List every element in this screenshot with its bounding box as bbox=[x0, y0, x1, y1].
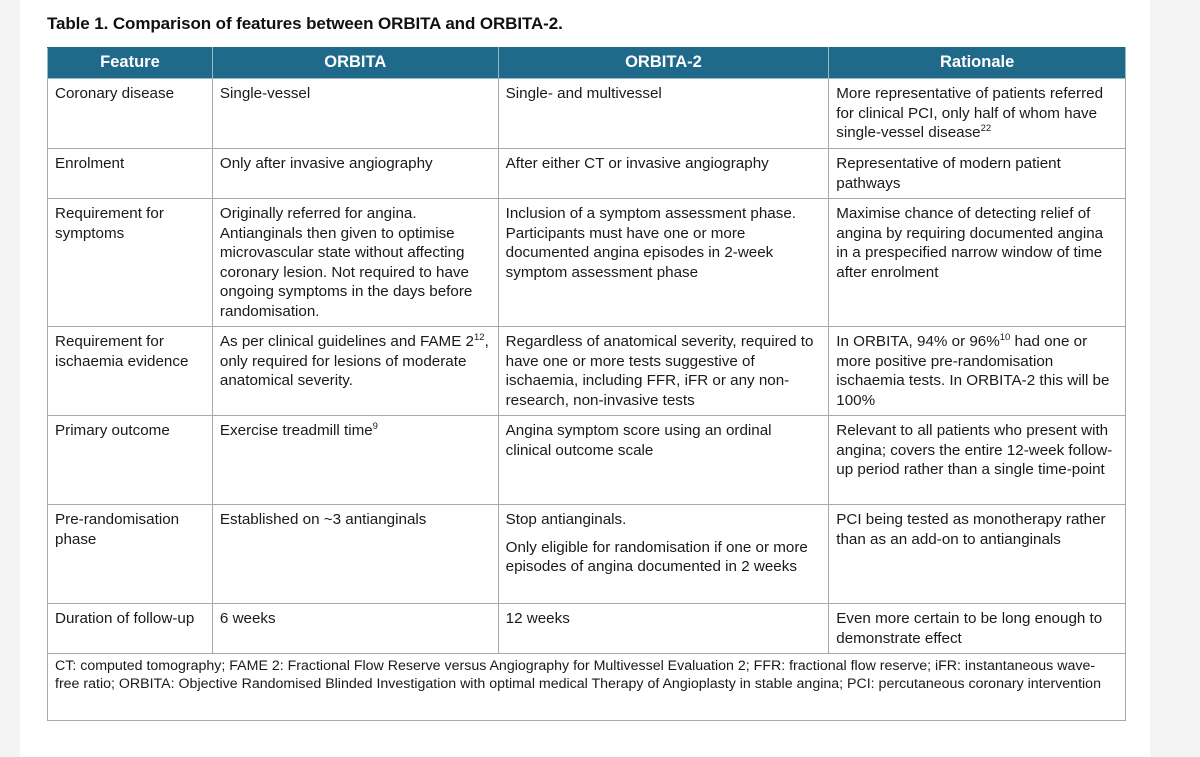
rationale-cell: Relevant to all patients who present with angina; covers the entire 12-week follow-up period rather than a single time-point bbox=[829, 416, 1126, 505]
header-rationale: Rationale bbox=[829, 48, 1126, 79]
feature-cell: Duration of follow-up bbox=[48, 604, 213, 654]
table-row bbox=[48, 416, 1126, 505]
rationale-text-a: In ORBITA, 94% or 96% bbox=[836, 333, 1000, 350]
reference-superscript: 9 bbox=[372, 420, 378, 432]
rationale-text: More representative of patients referred for clinical PCI, only half of whom have single-vessel disease bbox=[836, 85, 1104, 141]
table-row bbox=[48, 149, 1126, 199]
table-header-row bbox=[48, 48, 1126, 79]
table-row bbox=[48, 604, 1126, 654]
feature-cell: Coronary disease bbox=[48, 79, 213, 149]
orbita-2-cell: Angina symptom score using an ordinal clinical outcome scale bbox=[498, 416, 829, 505]
rationale-cell: PCI being tested as monotherapy rather than as an add-on to antianginals bbox=[829, 505, 1126, 604]
orbita-cell bbox=[212, 416, 498, 505]
table-row bbox=[48, 505, 1126, 604]
reference-superscript: 22 bbox=[980, 122, 992, 134]
header-orbita: ORBITA bbox=[212, 48, 498, 79]
orbita-2-cell bbox=[498, 505, 829, 604]
table-footnote: CT: computed tomography; FAME 2: Fractional Flow Reserve versus Angiography for Multivessel Evaluation 2; FFR: fractional flow reserve; iFR: instantaneous wave-free ratio; ORBITA: Objective Randomised Blinded Investigation with optimal medical Therapy of Angioplasty in stable angina; PCI: percutaneous coronary intervention bbox=[48, 654, 1126, 721]
feature-cell: Pre-randomisation phase bbox=[48, 505, 213, 604]
rationale-text-b: had one or more positive pre-randomisation ischaemia tests. In ORBITA-2 this will be 100% bbox=[836, 333, 1110, 409]
rationale-cell bbox=[829, 327, 1126, 416]
orbita-cell: Only after invasive angiography bbox=[212, 149, 498, 199]
rationale-cell: Even more certain to be long enough to demonstrate effect bbox=[829, 604, 1126, 654]
orbita-text-b: , only required for lesions of moderate anatomical severity. bbox=[219, 333, 489, 389]
table-row bbox=[48, 199, 1126, 327]
footnote-row bbox=[48, 654, 1126, 721]
header-orbita-2: ORBITA-2 bbox=[498, 48, 829, 79]
orbita-2-cell: Regardless of anatomical severity, required to have one or more tests suggestive of ischaemia, including FFR, iFR or any non-research, non-invasive tests bbox=[498, 327, 829, 416]
document-page bbox=[20, 0, 1150, 757]
rationale-cell: Representative of modern patient pathways bbox=[829, 149, 1126, 199]
feature-cell: Enrolment bbox=[48, 149, 213, 199]
table-caption: Table 1. Comparison of features between ORBITA and ORBITA-2. bbox=[47, 14, 563, 33]
orbita-text: Exercise treadmill time bbox=[219, 422, 373, 439]
orbita-2-cell: Single- and multivessel bbox=[498, 79, 829, 149]
feature-cell: Requirement for symptoms bbox=[48, 199, 213, 327]
orbita-cell: Single-vessel bbox=[212, 79, 498, 149]
header-feature: Feature bbox=[48, 48, 213, 79]
feature-cell: Primary outcome bbox=[48, 416, 213, 505]
orbita-2-cell: 12 weeks bbox=[498, 604, 829, 654]
reference-superscript: 12 bbox=[474, 331, 485, 343]
rationale-cell: Maximise chance of detecting relief of angina by requiring documented angina in a prespecified narrow window of time after enrolment bbox=[829, 199, 1126, 327]
table-row bbox=[48, 79, 1126, 149]
orbita-cell bbox=[212, 327, 498, 416]
orbita-2-cell: After either CT or invasive angiography bbox=[498, 149, 829, 199]
orbita-cell: Originally referred for angina. Antianginals then given to optimise microvascular state without affecting coronary lesion. Not required to have ongoing symptoms in the days before randomisation. bbox=[212, 199, 498, 327]
orbita-2-paragraph: Stop antianginals. bbox=[505, 511, 627, 528]
rationale-cell bbox=[829, 79, 1126, 149]
orbita-2-cell: Inclusion of a symptom assessment phase. Participants must have one or more documented angina episodes in 2-week symptom assessment phase bbox=[498, 199, 829, 327]
reference-superscript: 10 bbox=[999, 331, 1011, 343]
feature-cell: Requirement for ischaemia evidence bbox=[48, 327, 213, 416]
orbita-cell: 6 weeks bbox=[212, 604, 498, 654]
comparison-table bbox=[47, 47, 1126, 721]
orbita-2-paragraph: Only eligible for randomisation if one or more episodes of angina documented in 2 weeks bbox=[505, 538, 808, 575]
orbita-text-a: As per clinical guidelines and FAME 2 bbox=[219, 333, 475, 350]
table-row bbox=[48, 327, 1126, 416]
orbita-cell: Established on ~3 antianginals bbox=[212, 505, 498, 604]
